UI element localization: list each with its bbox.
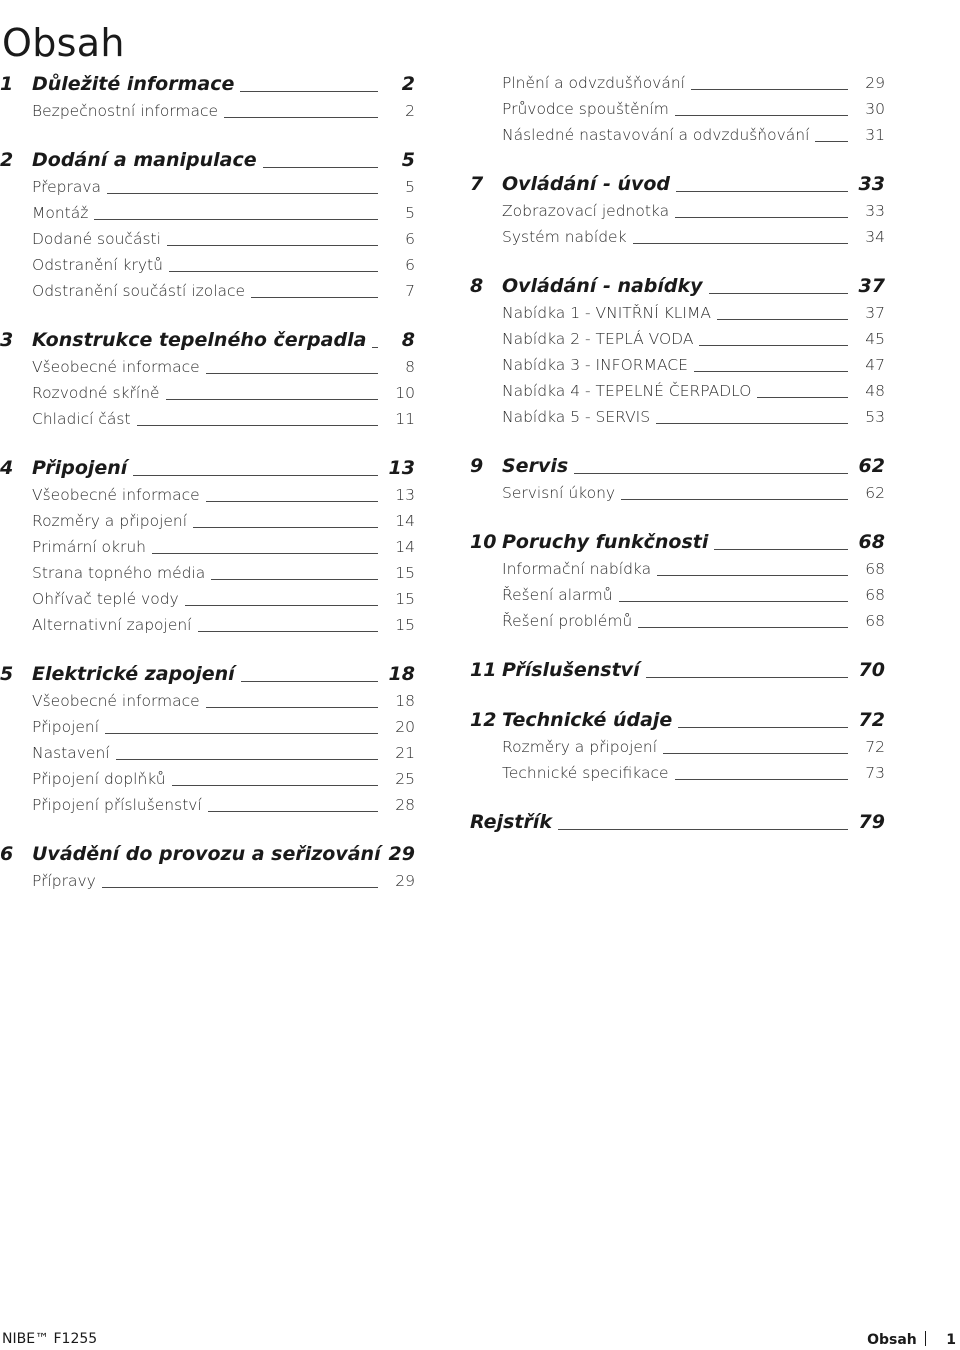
- section-title: Připojení: [32, 718, 105, 736]
- toc-section-entry[interactable]: [470, 760, 885, 786]
- section-title: Rozměry a připojení: [32, 512, 193, 530]
- section-title: Nabídka 2 - TEPLÁ VODA: [502, 330, 699, 348]
- section-title: Zobrazovací jednotka: [502, 202, 675, 220]
- toc-section-entry[interactable]: [470, 198, 885, 224]
- toc-chapter-entry[interactable]: [470, 808, 885, 836]
- toc-chapter-entry[interactable]: [470, 272, 885, 300]
- toc-section-entry[interactable]: [470, 556, 885, 582]
- toc-section-entry[interactable]: [0, 278, 415, 304]
- chapter-title: Poruchy funkčnosti: [502, 531, 714, 553]
- section-title: Řešení problémů: [502, 612, 638, 630]
- chapter-number: 7: [470, 173, 484, 195]
- toc-chapter-entry[interactable]: [470, 452, 885, 480]
- section-title: Odstranění součástí izolace: [32, 282, 251, 300]
- toc-section-entry[interactable]: [0, 612, 415, 638]
- page-number: 6: [405, 256, 415, 274]
- section-title: Všeobecné informace: [32, 358, 206, 376]
- page-number: 47: [865, 356, 885, 374]
- toc-section-entry[interactable]: [470, 404, 885, 430]
- section-title: Plnění a odvzdušňování: [502, 74, 691, 92]
- footer-page-number: 1: [946, 1332, 956, 1348]
- chapter-number: 5: [0, 663, 14, 685]
- section-title: Chladicí část: [32, 410, 137, 428]
- footer-divider: [925, 1331, 927, 1346]
- toc-chapter-entry[interactable]: [470, 170, 885, 198]
- chapter-number: 11: [470, 659, 497, 681]
- page-number: 14: [395, 512, 415, 530]
- section-title: Nabídka 3 - INFORMACE: [502, 356, 694, 374]
- section-title: Řešení alarmů: [502, 586, 619, 604]
- section-title: Systém nabídek: [502, 228, 633, 246]
- toc-section-entry[interactable]: [0, 688, 415, 714]
- chapter-title: Rejstřík: [470, 811, 558, 833]
- toc-chapter-entry[interactable]: [0, 840, 415, 868]
- page-number: 70: [858, 659, 885, 681]
- page-number: 15: [395, 616, 415, 634]
- toc-section-entry[interactable]: [470, 70, 885, 96]
- page-number: 72: [858, 709, 885, 731]
- chapter-number: 10: [470, 531, 497, 553]
- page-number: 20: [395, 718, 415, 736]
- chapter-title: Uvádění do provozu a seřizování: [32, 843, 387, 865]
- toc-section-entry[interactable]: [470, 582, 885, 608]
- page-number: 25: [395, 770, 415, 788]
- toc-chapter-entry[interactable]: [0, 326, 415, 354]
- toc-section-entry[interactable]: [470, 352, 885, 378]
- page-number: 31: [865, 126, 885, 144]
- toc-chapter-entry[interactable]: [470, 706, 885, 734]
- page-number: 48: [865, 382, 885, 400]
- section-title: Připojení doplňků: [32, 770, 172, 788]
- section-title: Alternativní zapojení: [32, 616, 198, 634]
- page-number: 13: [388, 457, 415, 479]
- page-number: 5: [405, 178, 415, 196]
- page-number: 37: [865, 304, 885, 322]
- page-number: 53: [865, 408, 885, 426]
- page-number: 2: [405, 102, 415, 120]
- toc-section-entry[interactable]: [0, 792, 415, 818]
- section-title: Nabídka 1 - VNITŘNÍ KLIMA: [502, 304, 717, 322]
- toc-right-column: [470, 70, 885, 836]
- page-number: 21: [395, 744, 415, 762]
- section-title: Technické specifikace: [502, 764, 675, 782]
- chapter-title: Ovládání - nabídky: [502, 275, 709, 297]
- toc-chapter-entry[interactable]: [0, 70, 415, 98]
- page-number: 7: [405, 282, 415, 300]
- chapter-title: Důležité informace: [32, 73, 240, 95]
- chapter-title: Konstrukce tepelného čerpadla: [32, 329, 372, 351]
- chapter-title: Ovládání - úvod: [502, 173, 676, 195]
- chapter-title: Dodání a manipulace: [32, 149, 263, 171]
- page-number: 8: [401, 329, 415, 351]
- page-number: 5: [405, 204, 415, 222]
- section-title: Všeobecné informace: [32, 692, 206, 710]
- toc-section-entry[interactable]: [0, 508, 415, 534]
- toc-section-entry[interactable]: [470, 326, 885, 352]
- footer-right: [867, 1331, 956, 1348]
- section-title: Průvodce spouštěním: [502, 100, 675, 118]
- toc-section-entry[interactable]: [0, 534, 415, 560]
- toc-section-entry[interactable]: [470, 608, 885, 634]
- chapter-number: 4: [0, 457, 14, 479]
- page-number: 18: [395, 692, 415, 710]
- page-number: 15: [395, 564, 415, 582]
- chapter-title: Technické údaje: [502, 709, 678, 731]
- page-number: 79: [858, 811, 885, 833]
- page-number: 62: [858, 455, 885, 477]
- toc-section-entry[interactable]: [0, 766, 415, 792]
- toc-section-entry[interactable]: [0, 406, 415, 432]
- section-title: Následné nastavování a odvzdušňování: [502, 126, 815, 144]
- chapter-number: 1: [0, 73, 14, 95]
- chapter-number: 9: [470, 455, 484, 477]
- toc-section-entry[interactable]: [0, 174, 415, 200]
- toc-section-entry[interactable]: [0, 740, 415, 766]
- page-number: 68: [865, 586, 885, 604]
- section-title: Nabídka 5 - SERVIS: [502, 408, 656, 426]
- toc-chapter-entry[interactable]: [470, 656, 885, 684]
- toc-section-entry[interactable]: [470, 734, 885, 760]
- page-number: 5: [401, 149, 415, 171]
- page-number: 68: [865, 560, 885, 578]
- chapter-title: Servis: [502, 455, 574, 477]
- page-number: 11: [395, 410, 415, 428]
- page-number: 33: [858, 173, 885, 195]
- toc-section-entry[interactable]: [0, 714, 415, 740]
- toc-chapter-entry[interactable]: [470, 528, 885, 556]
- toc-section-entry[interactable]: [470, 224, 885, 250]
- page-number: 73: [865, 764, 885, 782]
- section-title: Přípravy: [32, 872, 102, 890]
- page-number: 15: [395, 590, 415, 608]
- section-title: Strana topného média: [32, 564, 211, 582]
- page-number: 10: [395, 384, 415, 402]
- page-title: Obsah: [2, 21, 125, 66]
- page-number: 29: [388, 843, 415, 865]
- toc-section-entry[interactable]: [0, 482, 415, 508]
- page-number: 30: [865, 100, 885, 118]
- toc-section-entry[interactable]: [470, 96, 885, 122]
- section-title: Dodané součásti: [32, 230, 167, 248]
- toc-section-entry[interactable]: [470, 122, 885, 148]
- section-title: Připojení příslušenství: [32, 796, 208, 814]
- section-title: Nabídka 4 - TEPELNÉ ČERPADLO: [502, 382, 757, 400]
- page-number: 2: [401, 73, 415, 95]
- chapter-number: 3: [0, 329, 14, 351]
- page-number: 68: [858, 531, 885, 553]
- chapter-title: Elektrické zapojení: [32, 663, 241, 685]
- chapter-title: Příslušenství: [502, 659, 646, 681]
- section-title: Ohřívač teplé vody: [32, 590, 185, 608]
- toc-chapter-entry[interactable]: [0, 454, 415, 482]
- section-title: Servisní úkony: [502, 484, 621, 502]
- section-title: Všeobecné informace: [32, 486, 206, 504]
- page-number: 29: [395, 872, 415, 890]
- toc-section-entry[interactable]: [0, 868, 415, 894]
- toc-section-entry[interactable]: [470, 378, 885, 404]
- toc-chapter-entry[interactable]: [0, 146, 415, 174]
- page-number: 34: [865, 228, 885, 246]
- chapter-title: Připojení: [32, 457, 133, 479]
- section-title: Bezpečnostní informace: [32, 102, 224, 120]
- section-title: Odstranění krytů: [32, 256, 169, 274]
- section-title: Přeprava: [32, 178, 107, 196]
- page-number: 45: [865, 330, 885, 348]
- toc-section-entry[interactable]: [0, 98, 415, 124]
- section-title: Rozvodné skříně: [32, 384, 166, 402]
- page-number: 28: [395, 796, 415, 814]
- page-number: 62: [865, 484, 885, 502]
- toc-section-entry[interactable]: [0, 226, 415, 252]
- chapter-number: 12: [470, 709, 497, 731]
- page-number: 68: [865, 612, 885, 630]
- section-title: Montáž: [32, 204, 94, 222]
- toc-section-entry[interactable]: [470, 300, 885, 326]
- toc-chapter-entry[interactable]: [0, 660, 415, 688]
- page-number: 8: [405, 358, 415, 376]
- page-footer: [0, 1330, 960, 1350]
- section-title: Nastavení: [32, 744, 116, 762]
- chapter-number: 6: [0, 843, 14, 865]
- section-title: Rozměry a připojení: [502, 738, 663, 756]
- page-number: 18: [388, 663, 415, 685]
- toc-section-entry[interactable]: [0, 586, 415, 612]
- chapter-number: 8: [470, 275, 484, 297]
- footer-brand: NIBE™ F1255: [2, 1331, 98, 1347]
- toc-left-column: [0, 70, 415, 894]
- chapter-number: 2: [0, 149, 14, 171]
- footer-section: Obsah: [867, 1332, 917, 1348]
- page-number: 33: [865, 202, 885, 220]
- section-title: Primární okruh: [32, 538, 152, 556]
- toc-section-entry[interactable]: [0, 560, 415, 586]
- page-number: 72: [865, 738, 885, 756]
- page-number: 29: [865, 74, 885, 92]
- page-number: 14: [395, 538, 415, 556]
- section-title: Informační nabídka: [502, 560, 657, 578]
- toc-section-entry[interactable]: [0, 252, 415, 278]
- page-number: 6: [405, 230, 415, 248]
- toc-section-entry[interactable]: [0, 354, 415, 380]
- toc-section-entry[interactable]: [470, 480, 885, 506]
- page-number: 37: [858, 275, 885, 297]
- toc-section-entry[interactable]: [0, 200, 415, 226]
- page-number: 13: [395, 486, 415, 504]
- toc-section-entry[interactable]: [0, 380, 415, 406]
